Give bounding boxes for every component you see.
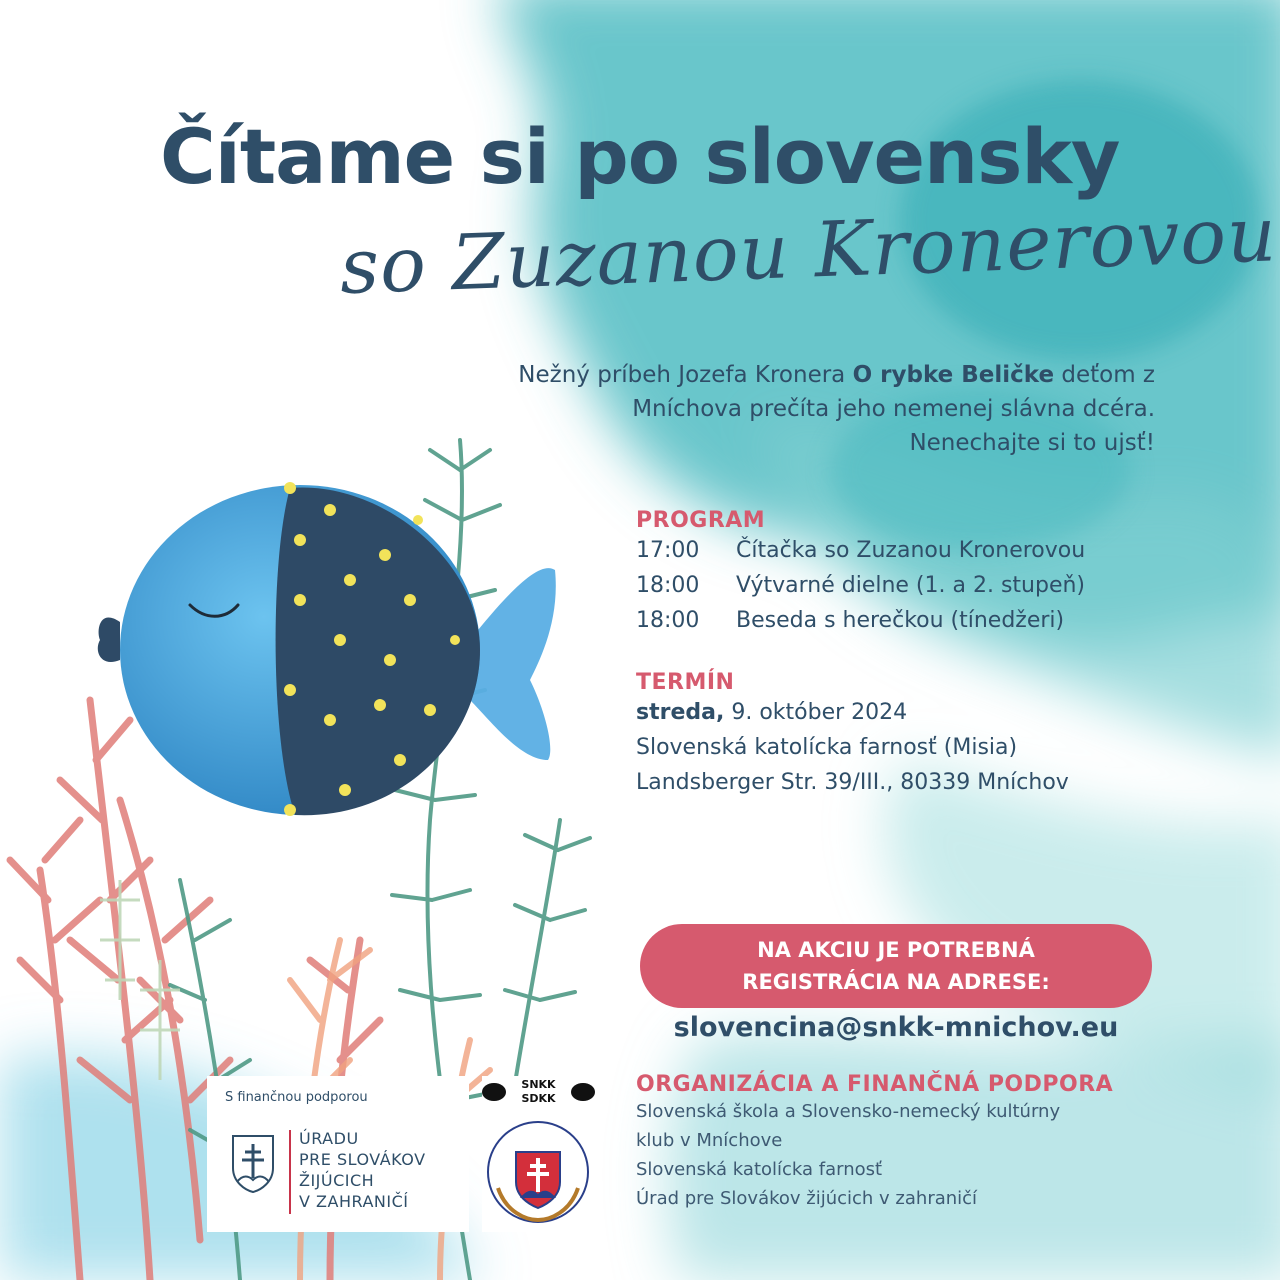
organization-line: Slovenská katolícka farnosť <box>636 1159 883 1180</box>
seal-emblem <box>486 1116 591 1228</box>
organization-section <box>636 1072 1256 1213</box>
intro-text: Nežný príbeh Jozefa Kronera O rybke Beličke deťom z Mníchova prečíta jeho nemenej slávna dcéra. Nenechajte si to ujsť! <box>518 362 1155 456</box>
program-heading: PROGRAM <box>636 508 766 533</box>
program-time: 18:00 <box>636 573 700 598</box>
sponsor-logo <box>207 1076 469 1232</box>
page-subtitle: so Zuzanou Kronerovou <box>338 189 1279 311</box>
event-date: streda, 9. október 2024 <box>636 700 908 725</box>
organization-line: klub v Mníchove <box>636 1130 783 1151</box>
program-item <box>636 533 1236 568</box>
program-label: Čítačka so Zuzanou Kronerovou <box>736 538 1086 563</box>
organization-heading: ORGANIZÁCIA A FINANČNÁ PODPORA <box>636 1072 1114 1097</box>
event-address: Landsberger Str. 39/III., 80339 Mníchov <box>636 770 1069 795</box>
organization-line: Slovenská škola a Slovensko-nemecký kultúrny <box>636 1101 1061 1122</box>
coat-of-arms-icon <box>231 1134 275 1194</box>
program-time: 17:00 <box>636 538 700 563</box>
leaf-icon <box>482 1078 595 1108</box>
program-time: 18:00 <box>636 608 700 633</box>
fish-illustration <box>98 482 556 816</box>
page-title: Čítame si po slovensky <box>160 112 1120 201</box>
registration-email-link[interactable]: slovencina@snkk-mnichov.eu <box>673 1012 1119 1043</box>
sponsor-caption: S finančnou podporou <box>225 1090 368 1105</box>
logo-divider <box>289 1130 291 1214</box>
organization-line: Úrad pre Slovákov žijúcich v zahraničí <box>636 1188 978 1209</box>
program-item <box>636 568 1236 603</box>
book-title: O rybke Beličke <box>852 362 1055 388</box>
program-item <box>636 603 1236 638</box>
termin-heading: TERMÍN <box>636 670 735 695</box>
event-place: Slovenská katolícka farnosť (Misia) <box>636 735 1018 760</box>
snkk-label: SNKK SDKK <box>521 1078 556 1105</box>
sponsor-name: ÚRADU PRE SLOVÁKOV ŽIJÚCICH V ZAHRANIČÍ <box>299 1129 426 1211</box>
program-section <box>636 508 1236 638</box>
program-label: Beseda s herečkou (tínedžeri) <box>736 608 1065 633</box>
registration-banner: NA AKCIU JE POTREBNÁ REGISTRÁCIA NA ADRESE: <box>640 924 1152 1008</box>
program-label: Výtvarné dielne (1. a 2. stupeň) <box>736 573 1086 598</box>
termin-section <box>636 670 1236 800</box>
snkk-logo <box>482 1076 595 1232</box>
